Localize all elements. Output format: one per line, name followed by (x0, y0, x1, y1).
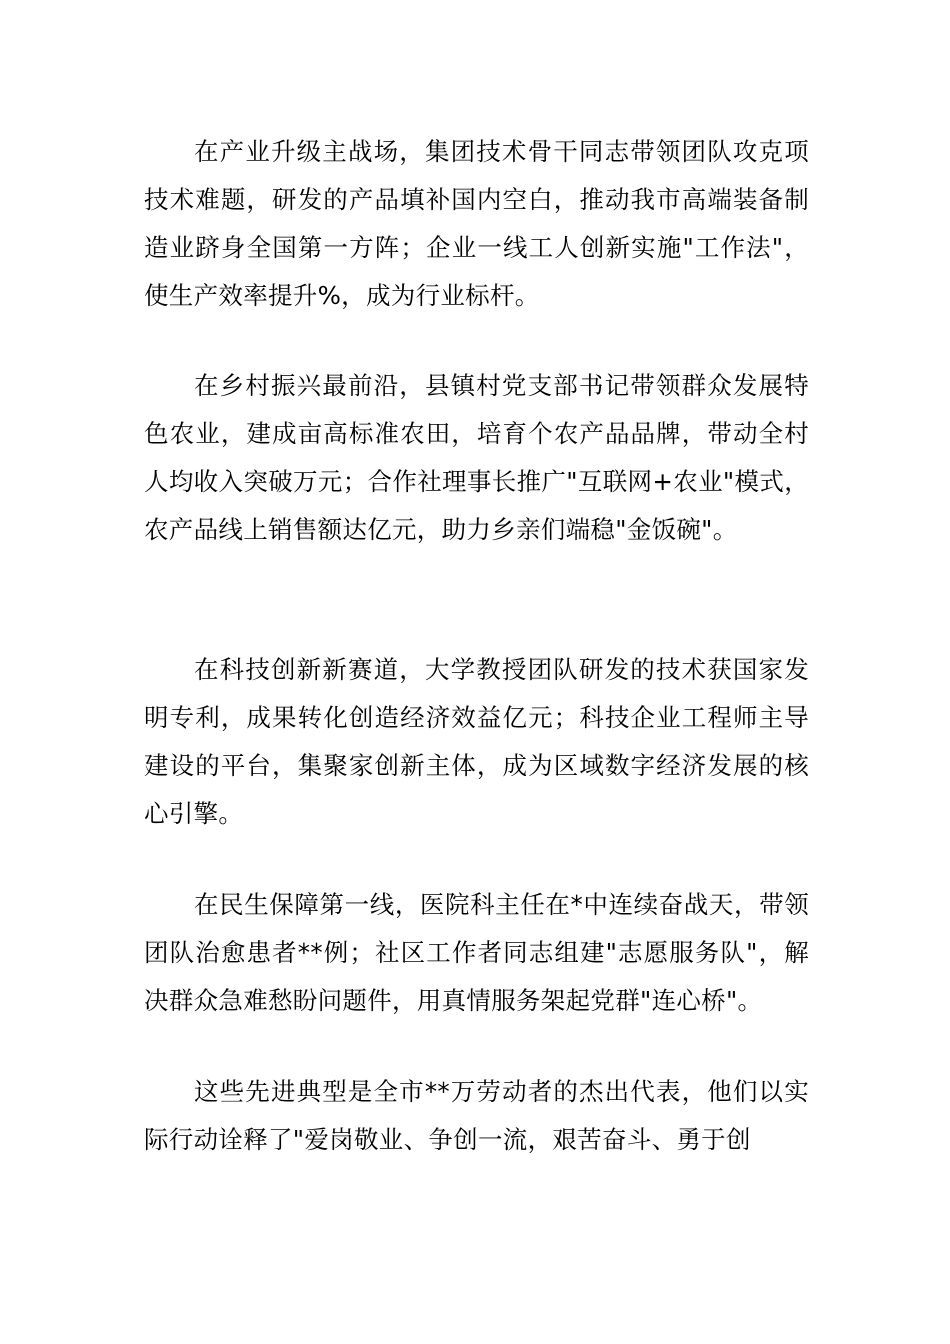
paragraph-industry: 在产业升级主战场，集团技术骨干同志带领团队攻克项技术难题，研发的产品填补国内空白，推动我市高端装备制造业跻身全国第一方阵；企业一线工人创新实施"工作法"，使生产效率提升%，成为行业标杆。 (144, 137, 809, 310)
paragraph-livelihood: 在民生保障第一线，医院科主任在*中连续奋战天，带领团队治愈患者**例；社区工作者同志组建"志愿服务队"，解决群众急难愁盼问题件，用真情服务架起党群"连心桥"。 (144, 890, 809, 1015)
paragraph-technology: 在科技创新新赛道，大学教授团队研发的技术获国家发明专利，成果转化创造经济效益亿元；科技企业工程师主导建设的平台，集聚家创新主体，成为区域数字经济发展的核心引擎。 (144, 655, 809, 828)
paragraph-rural: 在乡村振兴最前沿，县镇村党支部书记带领群众发展特色农业，建成亩高标准农田，培育个农产品品牌，带动全村人均收入突破万元；合作社理事长推广"互联网+农业"模式，农产品线上销售额达亿元，助力乡亲们端稳"金饭碗"。 (144, 371, 809, 544)
paragraph-summary: 这些先进典型是全市**万劳动者的杰出代表，他们以实际行动诠释了"爱岗敬业、争创一流，艰苦奋斗、勇于创 (144, 1077, 809, 1154)
